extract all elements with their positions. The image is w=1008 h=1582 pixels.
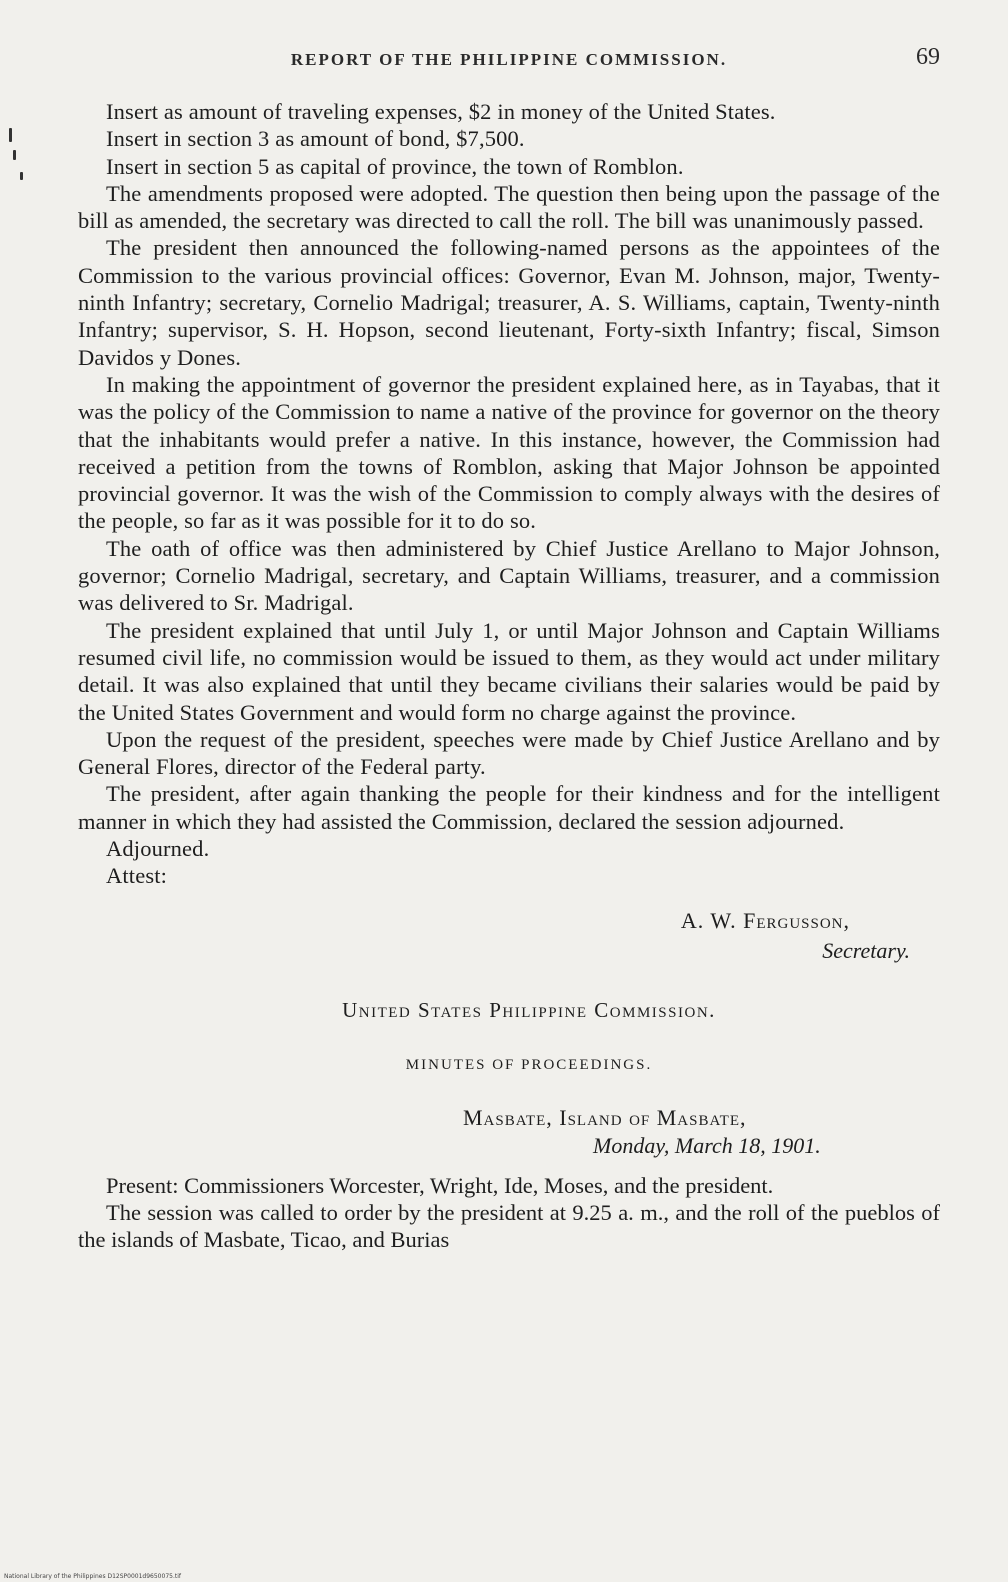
section-subtitle: MINUTES OF PROCEEDINGS. (405, 1056, 653, 1073)
paragraph: The president then announced the following-named persons as the appointees of the Commission to the various provincial offices: Governor, Evan M. Johnson, major, Twenty-ninth Infantry; secretary, Cornelio Madrigal; treasurer, A. S. Williams, captain, Twenty-ninth Infantry; supervisor, S. H. Hopson, second lieutenant, Forty-sixth Infantry; fiscal, Simson Davidos y Dones. (78, 235, 940, 370)
paragraph: Adjourned. (106, 836, 210, 862)
paragraph: Upon the request of the president, speeches were made by Chief Justice Arellano and by General Flores, director of the Federal party. (78, 726, 940, 780)
signature-block (78, 906, 940, 966)
running-title: REPORT OF THE PHILIPPINE COMMISSION. (290, 50, 728, 69)
document-page (78, 40, 940, 1254)
paragraph: The president, after again thanking the people for their kindness and for the intelligent manner in which they had assisted the Commission, declared the session adjourned. (78, 781, 940, 834)
paragraph: The session was called to order by the president at 9.25 a. m., and the roll of the pueblos of the islands of Masbate, Ticao, and Burias (78, 1199, 940, 1253)
body-text (78, 98, 940, 890)
running-head (78, 40, 940, 80)
paragraph: Insert in section 5 as capital of province, the town of Romblon. (106, 153, 684, 179)
margin-mark (20, 172, 23, 180)
scan-credit: National Library of the Philippines D12SP0001d9650075.tif (4, 1573, 181, 1580)
minutes-text (78, 1172, 940, 1254)
paragraph: Present: Commissioners Worcester, Wright, Ide, Moses, and the president. (106, 1172, 774, 1198)
paragraph: The oath of office was then administered by Chief Justice Arellano to Major Johnson, governor; Cornelio Madrigal, secretary, and Captain Williams, treasurer, and a commission was delivered to Sr. Madrigal. (78, 535, 940, 616)
dateline (78, 1104, 940, 1160)
dateline-place: Masbate, Island of Masbate, (463, 1104, 747, 1130)
paragraph: In making the appointment of governor the president explained here, as in Tayabas, that it was the policy of the Commission to name a native of the province for governor on the theory that the inhabitants would prefer a native. In this instance, however, the Commission had received a petition from the towns of Romblon, asking that Major Johnson be appointed provincial governor. It was the wish of the Commission to comply always with the desires of the people, so far as it was possible for it to do so. (78, 371, 940, 534)
paragraph: The president explained that until July 1, or until Major Johnson and Captain Williams resumed civil life, no commission would be issued to them, as they would act under military detail. It was also explained that until they became civilians their salaries would be paid by the United States Government and would form no charge against the province. (78, 617, 940, 725)
margin-mark (13, 150, 16, 160)
margin-mark (9, 128, 12, 142)
page-number: 69 (916, 44, 940, 70)
signature-name: A. W. Fergusson, (680, 907, 850, 933)
section-title: United States Philippine Commission. (342, 997, 716, 1022)
paragraph: The amendments proposed were adopted. The question then being upon the passage of the bill as amended, the secretary was directed to call the roll. The bill was unanimously passed. (78, 180, 940, 234)
signature-role: Secretary. (822, 937, 910, 963)
paragraph: Attest: (106, 863, 168, 889)
paragraph: Insert in section 3 as amount of bond, $7,500. (106, 126, 525, 152)
paragraph: Insert as amount of traveling expenses, $2 in money of the United States. (106, 99, 776, 124)
dateline-date: Monday, March 18, 1901. (593, 1132, 821, 1158)
